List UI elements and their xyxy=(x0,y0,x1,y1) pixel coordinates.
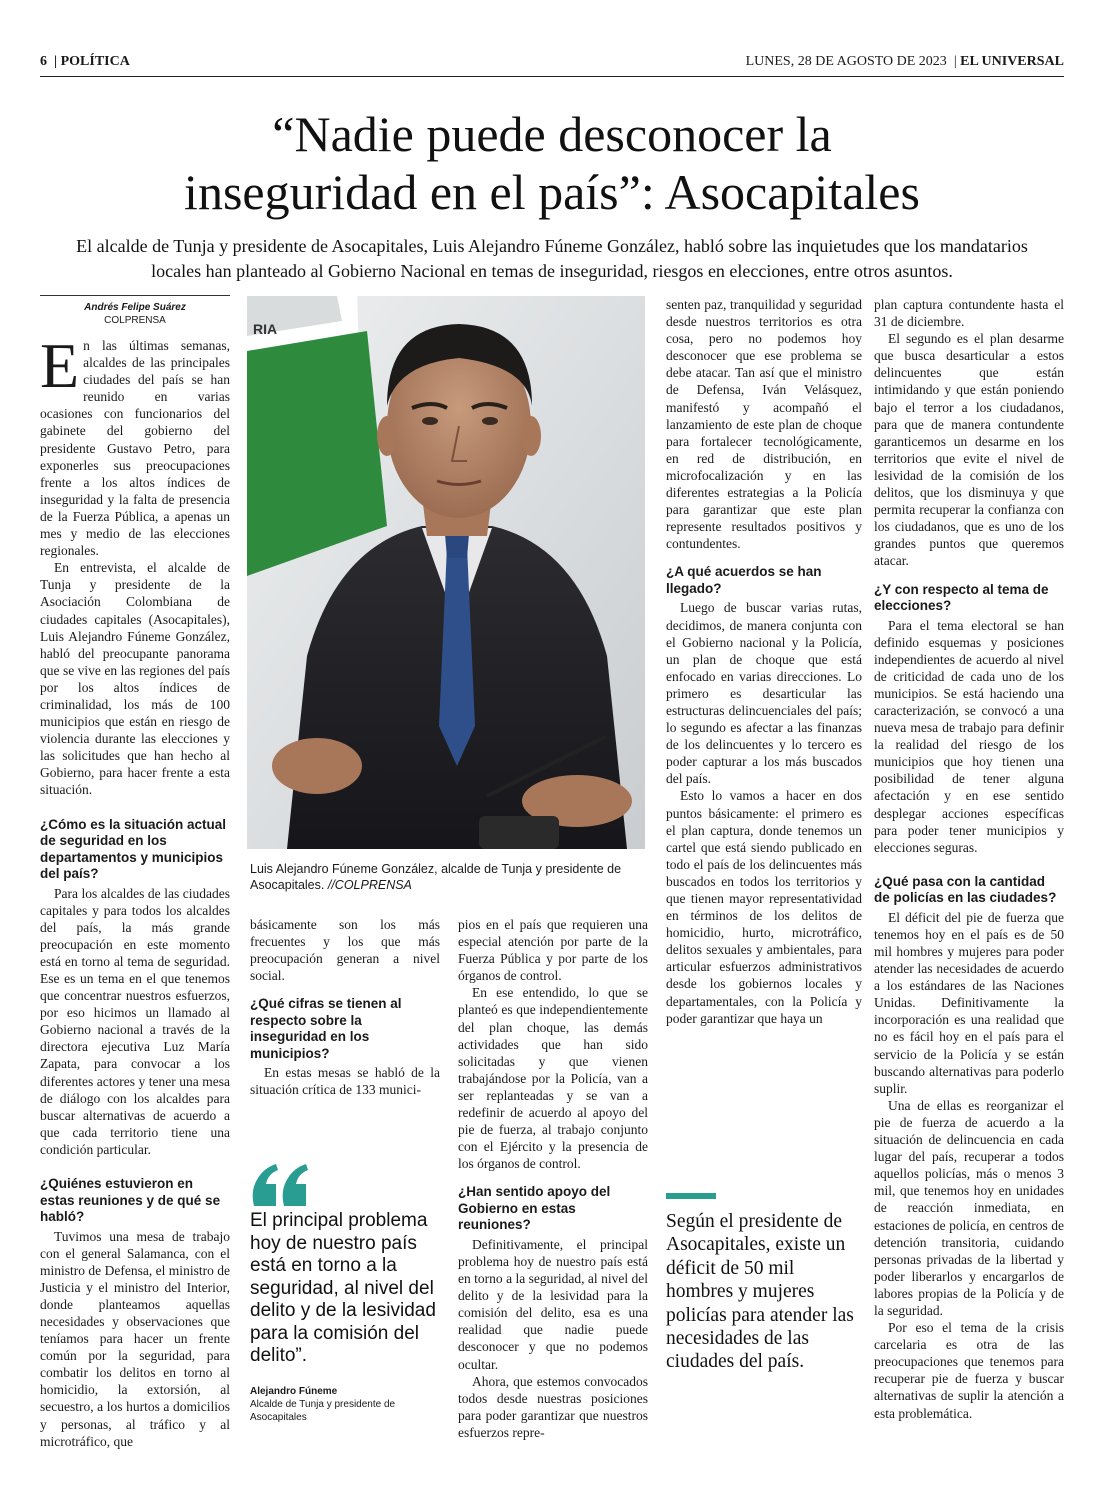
paragraph: Esto lo vamos a hacer en dos puntos básicamente: el primero es el plan captura, donde tenemos un cartel que está siendo publicado en todo el país de los delincuentes más buscados en todos los territorios y que tienen mayor representatividad en términos de los delitos de homicidio, hurto, microtráfico, delitos sexuales y ambientales, para articular esfuerzos administrativos desde los gobiernos locales y departamentales, con la Policía y poder garantizar que haya un xyxy=(666,788,862,1026)
column-3a xyxy=(458,916,648,1441)
headline-line-1: “Nadie puede desconocer la xyxy=(272,106,832,162)
paragraph: pios en el país que requieren una especial atención por parte de la Fuerza Pública y por parte de los órganos de control. xyxy=(458,917,648,984)
photo-credit: //COLPRENSA xyxy=(327,878,412,892)
quote-mark-icon xyxy=(250,1160,310,1210)
paragraph: Luego de buscar varias rutas, decidimos, de manera conjunta con el Gobierno nacional y la Policía, un plan de choque que está enfocado en varias direcciones. Lo primero es desarticular las estructuras delincuenciales del país; lo segundo es afectar a las finanzas de los delincuentes y lo tercero es poder capturar a los más buscados del país. xyxy=(666,600,862,787)
article-photo xyxy=(247,296,645,849)
side-quote: Según el presidente de Asocapitales, existe un déficit de 50 mil hombres y mujeres policías para atender las necesidades de las ciudades del país. xyxy=(666,1211,854,1373)
paragraph: Tuvimos una mesa de trabajo con el general Salamanca, con el ministro de Defensa, el ministro de Justicia y el ministro del Interior, donde planteamos aquellas necesidades y observaciones que teníamos para hacer un frente común por la seguridad, para combatir los delitos en torno al homicidio, la extorsión, al secuestro, a los hurtos a domicilios y personas, al tráfico y al microtráfico, que xyxy=(40,1228,230,1449)
paragraph: básicamente son los más frecuentes y los que más preocupación generan a nivel social. xyxy=(250,917,440,984)
pull-quote-author: Alejandro Fúneme xyxy=(250,1386,338,1397)
section-label: 6 | POLÍTICA xyxy=(40,54,130,69)
section-name: POLÍTICA xyxy=(60,54,130,69)
question-heading: ¿Cómo es la situación actual de seguridad en los departamentos y municipios del país? xyxy=(40,816,227,882)
lead-paragraph: En las últimas semanas, alcaldes de las principales ciudades del país se han reunido en varias ocasiones con funcionarios del gabinete del gobierno del presidente Gustavo Petro, para exponerles sus preocupaciones frente a los altos índices de inseguridad y la falta de presencia de la Fuerza Pública, a apenas un mes y medio de las elecciones regionales. xyxy=(40,330,230,559)
column-1 xyxy=(40,330,230,1450)
photo-caption xyxy=(250,861,650,893)
paragraph: Para el tema electoral se han definido esquemas y posiciones independientes de acuerdo al nivel de criticidad de cada uno de los municipios. Se está haciendo una caracterización, se convocó a una nueva mesa de trabajo para definir la realidad del riesgo de los municipios que hoy tienen una posibilidad de tener alguna afectación y en ese sentido desplegar acciones específicas para poder tener municipios y elecciones seguras. xyxy=(874,617,1064,855)
question-heading: ¿Qué pasa con la cantidad de policías en las ciudades? xyxy=(874,873,1057,906)
paragraph: Por eso el tema de la crisis carcelaria es otra de las preocupaciones que tenemos para recuperar pie de fuerza y buscar alternativas de suplir la atención a esta problemática. xyxy=(874,1320,1064,1421)
column-2 xyxy=(250,916,440,1099)
paragraph: Ahora, que estemos convocados todos desde nuestras posiciones para poder garantizar que nuestros esfuerzos repre- xyxy=(458,1373,648,1440)
portrait-illustration xyxy=(247,296,645,849)
issue-date: LUNES, 28 DE AGOSTO DE 2023 xyxy=(745,54,947,69)
accent-bar xyxy=(666,1193,716,1199)
paragraph: El segundo es el plan desarme que busca desarticular a estos delincuentes que están intimidando y que están poniendo bajo el terror a los ciudadanos, para que de manera contundente garanticemos un desarme en los territorios que evite el nivel de lesividad de la comisión de los delitos, que los disminuya y que permita recuperar la confianza con los ciudadanos, que es uno de los grandes puntos que queremos atacar. xyxy=(874,331,1064,569)
column-3 xyxy=(666,296,862,1027)
drop-cap: E xyxy=(40,330,80,401)
pull-quote-author-title: Alcalde de Tunja y presidente de Asocapitales xyxy=(250,1399,396,1423)
paragraph: plan captura contundente hasta el 31 de diciembre. xyxy=(874,297,1064,330)
question-heading: ¿Qué cifras se tienen al respecto sobre la inseguridad en los municipios? xyxy=(250,996,402,1061)
paragraph: Definitivamente, el principal problema hoy de nuestro país está en torno a la seguridad, al nivel del delito y de la lesividad para la comisión del delito, esa es una realidad que nadie puede desconocer y que no podemos ocultar. xyxy=(458,1236,648,1372)
column-4 xyxy=(874,296,1064,1422)
paragraph: En entrevista, el alcalde de Tunja y presidente de la Asociación Colombiana de ciudades capitales (Asocapitales), Luis Alejandro Fúneme González, habló del preocupante panorama que se vive en las regiones del país por los altos índices de criminalidad, los más de 100 municipios que están en riesgo de violencia durante las elecciones y las solicitudes que han hecho al Gobierno, para hacer frente a esta situación. xyxy=(40,560,230,798)
paragraph: En estas mesas se habló de la situación crítica de 133 munici- xyxy=(250,1065,440,1098)
pull-quote-attribution xyxy=(250,1385,450,1424)
question-heading: ¿Han sentido apoyo del Gobierno en estas reuniones? xyxy=(458,1184,611,1233)
paragraph: Una de ellas es reorganizar el pie de fuerza de acuerdo a la situación de delincuencia en cada lugar del país, recuperar a todos aquellos policías, más o menos 3 mil, que tenemos hoy en unidades de reacción inmediata, en estaciones de policía, en centros de detención transitoria, cuidando personas privadas de la libertad y poder liberarlos y encargarlos de labores propias de la Policía y de la seguridad. xyxy=(874,1097,1064,1318)
question-heading: ¿Y con respecto al tema de elecciones? xyxy=(874,581,1049,613)
newspaper-name: EL UNIVERSAL xyxy=(960,54,1064,69)
article-dek: El alcalde de Tunja y presidente de Asocapitales, Luis Alejandro Fúneme González, habló sobre las inquietudes que los mandatarios locales han planteado al Gobierno Nacional en temas de inseguridad, riesgos en elecciones, entre otros asuntos. xyxy=(76,236,1028,281)
headline xyxy=(40,105,1064,221)
question-heading: ¿Quiénes estuvieron en estas reuniones y de qué se habló? xyxy=(40,1176,221,1225)
paragraph: En ese entendido, lo que se planteó es que independientemente del plan choque, las demás actividades que han sido solicitadas y que vienen trabajándose por la Policía, van a ser replanteadas y se van a redefinir de acuerdo al apoyo del pie de fuerza, al trabajo conjunto con el Ejército y la presencia de los órganos de control. xyxy=(458,985,648,1172)
question-heading: ¿A qué acuerdos se han llegado? xyxy=(666,564,822,596)
page-number: 6 xyxy=(40,54,47,69)
pull-quote: El principal problema hoy de nuestro país está en torno a la seguridad, al nivel del delito y de la lesividad para la comisión del delito”. xyxy=(250,1210,436,1366)
byline-author: Andrés Felipe Suárez xyxy=(84,302,186,313)
page-header xyxy=(40,52,1064,77)
byline xyxy=(40,295,230,327)
caption-text: Luis Alejandro Fúneme González, alcalde de Tunja y presidente de Asocapitales. xyxy=(250,862,622,892)
byline-agency: COLPRENSA xyxy=(104,315,166,326)
headline-line-2: inseguridad en el país”: Asocapitales xyxy=(184,164,920,220)
masthead-info: LUNES, 28 DE AGOSTO DE 2023 | EL UNIVERSAL xyxy=(745,54,1064,69)
flag-text: RIA xyxy=(253,321,278,337)
paragraph: Para los alcaldes de las ciudades capitales y para todos los alcaldes del país, la más grande preocupación en este momento está en torno al tema de seguridad. Ese es un tema en el que tenemos que concentrar nuestros esfuerzos, por eso hicimos un llamado al Gobierno nacional a través de la directora ejecutiva Luz María Zapata, para convocar a los diferentes actores y tener una mesa de diálogo con los alcaldes para buscar alternativas de acuerdo a que cada territorio tiene una condición particular. xyxy=(40,885,230,1157)
paragraph: El déficit del pie de fuerza que tenemos hoy en el país es de 50 mil hombres y mujeres para poder atender las necesidades de acuerdo a los estándares de las Naciones Unidas. Definitivamente la incorporación es una realidad que no es fácil hoy en el país para el servicio de la Policía y se están buscando alternativas para poderlo suplir. xyxy=(874,909,1064,1096)
paragraph: senten paz, tranquilidad y seguridad desde nuestros territorios es otra cosa, pero no podemos hoy desconocer que ese problema se debe atacar. Tan así que el ministro de Defensa, Iván Velásquez, manifestó y acompañó el lanzamiento de este plan de choque para fortalecer tecnológicamente, en red de distribución, en microfocalización y en las diferentes estrategias a la Policía para garantizar que este plan represente resultados positivos y contundentes. xyxy=(666,297,862,552)
